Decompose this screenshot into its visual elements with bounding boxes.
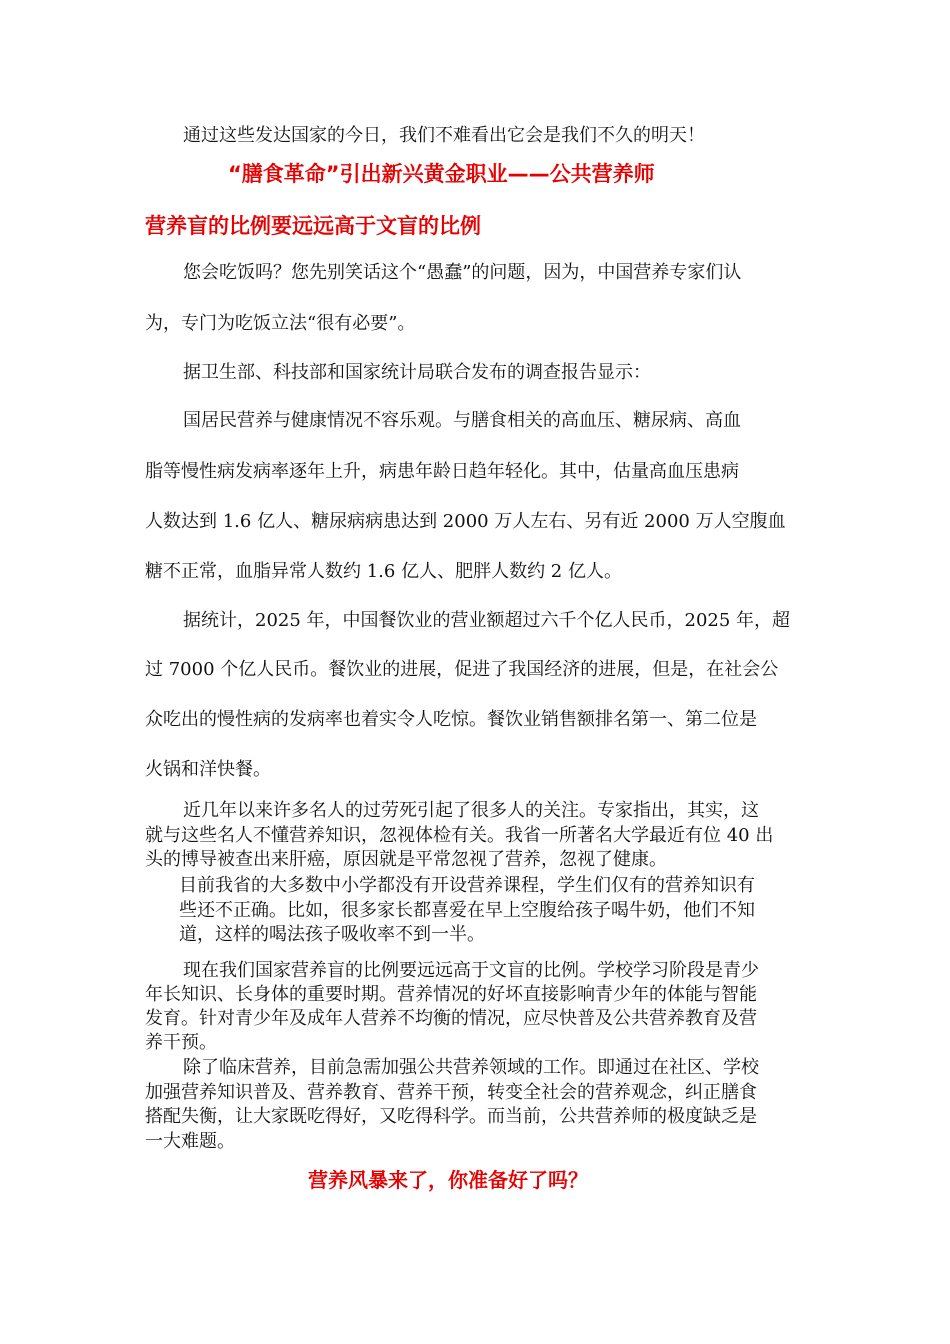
- paragraph-line: 国居民营养与健康情况不容乐观。与膳食相关的高血压、糖尿病、高血: [183, 410, 741, 431]
- paragraph-line: 除了临床营养，目前急需加强公共营养领域的工作。即通过在社区、学校: [183, 1057, 759, 1078]
- intro-text: 通过这些发达国家的今日，我们不难看出它会是我们不久的明天！: [183, 125, 705, 146]
- paragraph-line: 头的博导被查出来肝癌，原因就是平常忽视了营养，忽视了健康。: [145, 849, 667, 870]
- paragraph-line: 些还不正确。比如，很多家长都喜爱在早上空腹给孩子喝牛奶，他们不知: [179, 900, 755, 921]
- paragraph-line: 人数达到 1.6 亿人、糖尿病病患达到 2000 万人左右、另有近 2000 万人空腹血: [145, 511, 786, 532]
- paragraph-line: 过 7000 个亿人民币。餐饮业的进展，促进了我国经济的进展，但是，在社会公: [145, 659, 779, 680]
- paragraph-line: 发育。针对青少年及成年人营养不均衡的情况，应尽快普及公共营养教育及营: [145, 1008, 757, 1029]
- paragraph-line: 现在我们国家营养盲的比例要远远高于文盲的比例。学校学习阶段是青少: [183, 960, 759, 981]
- closing-heading: 营养风暴来了，你准备好了吗？: [308, 1168, 588, 1192]
- paragraph-line: 搭配失衡，让大家既吃得好，又吃得科学。而当前，公共营养师的极度缺乏是: [145, 1106, 757, 1127]
- paragraph-line: 近几年以来许多名人的过劳死引起了很多人的关注。专家指出，其实，这: [183, 800, 759, 821]
- paragraph-line: 据统计，2025 年，中国餐饮业的营业额超过六千个亿人民币，2025 年，超: [183, 610, 791, 631]
- paragraph-line: 糖不正常，血脂异常人数约 1.6 亿人、肥胖人数约 2 亿人。: [145, 561, 622, 582]
- paragraph-line: 火锅和洋快餐。: [145, 759, 271, 780]
- paragraph-line: 道，这样的喝法孩子吸收率不到一半。: [179, 924, 485, 945]
- paragraph-line: 加强营养知识普及、营养教育、营养干预，转变全社会的营养观念，纠正膳食: [145, 1082, 757, 1103]
- paragraph-line: 一大难题。: [145, 1131, 235, 1152]
- paragraph-line: 为，专门为吃饭立法“很有必要”。: [145, 313, 416, 334]
- paragraph-line: 年长知识、长身体的重要时期。营养情况的好坏直接影响青少年的体能与智能: [145, 984, 757, 1005]
- sub-heading: 营养盲的比例要远远高于文盲的比例: [145, 214, 481, 238]
- paragraph-line: 就与这些名人不懂营养知识，忽视体检有关。我省一所著名大学最近有位 40 出: [145, 825, 774, 846]
- paragraph-line: 您会吃饭吗？您先别笑话这个“愚蠢”的问题，因为，中国营养专家们认: [183, 262, 742, 283]
- paragraph-line: 众吃出的慢性病的发病率也着实令人吃惊。餐饮业销售额排名第一、第二位是: [145, 709, 757, 730]
- paragraph-line: 脂等慢性病发病率逐年上升，病患年龄日趋年轻化。其中，估量高血压患病: [145, 461, 739, 482]
- paragraph-line: 养干预。: [145, 1032, 217, 1053]
- paragraph-line: 目前我省的大多数中小学都没有开设营养课程，学生们仅有的营养知识有: [179, 875, 755, 896]
- paragraph-line: 据卫生部、科技部和国家统计局联合发布的调查报告显示：: [183, 362, 651, 383]
- main-heading: “膳食革命”引出新兴黄金职业——公共营养师: [228, 162, 655, 186]
